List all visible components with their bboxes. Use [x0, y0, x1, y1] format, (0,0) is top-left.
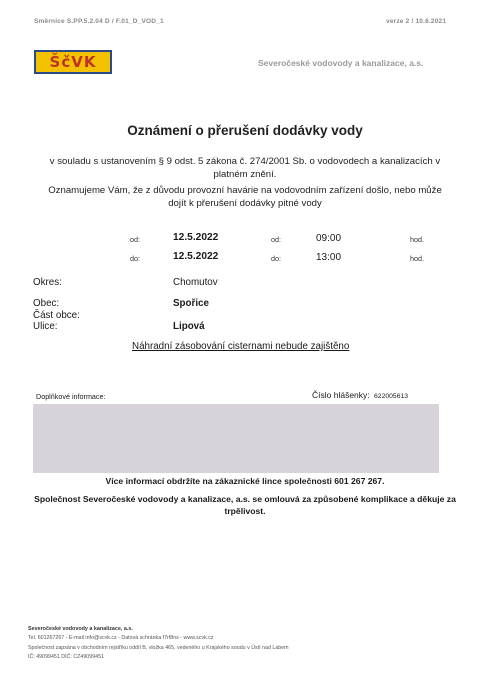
time-from: 09:00 — [316, 233, 342, 244]
logo-text: ŠčVK — [49, 53, 97, 71]
date-to-label: do: — [130, 254, 140, 263]
document-code: Směrnice S.PP.5.2.04 D / F.01_D_VOD_1 — [34, 18, 164, 25]
report-number-label: Číslo hlášenky: — [312, 390, 370, 400]
notice-paragraph: Oznamujeme Vám, že z důvodu provozní havárie na vodovodním zařízení došlo, nebo může dojít k přerušení dodávky pitné vody — [48, 185, 442, 209]
report-number-row — [312, 390, 408, 400]
district-label: Okres: — [33, 277, 62, 288]
district-value: Chomutov — [173, 277, 218, 288]
apology-note: Společnost Severočeské vodovody a kanalizace, a.s. se omlouvá za způsobené komplikace a děkuje za trpělivost. — [34, 494, 456, 517]
company-logo — [34, 50, 112, 74]
hotline-note: Více informací obdržíte na zákaznické lince společnosti 601 267 267. — [105, 476, 385, 486]
footer-registration: Společnost zapsána v obchodním rejstříku oddíl B, vložka 465, vedeného u Krajského soudu v Ústí nad Labem — [28, 645, 289, 651]
municipality-label: Obec: — [33, 298, 60, 309]
footer-contacts: Tel. 601267267 - E-mail info@scvk.cz - Datová schránka f7rf8ns - www.scvk.cz — [28, 635, 214, 641]
report-number: 622005613 — [374, 393, 409, 400]
time-from-label: od: — [271, 235, 281, 244]
time-to-unit: hod. — [410, 254, 424, 263]
footer-ids: IČ: 49099451 DIČ: CZ49099451 — [28, 654, 104, 660]
part-label: Část obce: — [33, 310, 80, 321]
substitute-supply-note: Náhradní zásobování cisternami nebude zajištěno — [132, 341, 350, 352]
document-version: verze 2 / 10.6.2021 — [386, 18, 447, 25]
date-from-label: od: — [130, 235, 140, 244]
page-title: Oznámení o přerušení dodávky vody — [127, 123, 363, 138]
redacted-additional-info — [33, 404, 439, 473]
street-value: Lipová — [173, 321, 205, 332]
additional-info-label: Doplňkové informace: — [36, 392, 106, 401]
intro-paragraph: v souladu s ustanovením § 9 odst. 5 zákona č. 274/2001 Sb. o vodovodech a kanalizacích v platném znění. — [49, 156, 441, 180]
time-to: 13:00 — [316, 252, 342, 263]
footer-company: Severočeské vodovody a kanalizace, a.s. — [28, 626, 133, 632]
time-from-unit: hod. — [410, 235, 424, 244]
header-company-name: Severočeské vodovody a kanalizace, a.s. — [258, 58, 424, 68]
time-to-label: do: — [271, 254, 281, 263]
municipality-value: Spořice — [173, 298, 209, 309]
date-to: 12.5.2022 — [173, 251, 219, 262]
street-label: Ulice: — [33, 321, 58, 332]
date-from: 12.5.2022 — [173, 232, 219, 243]
